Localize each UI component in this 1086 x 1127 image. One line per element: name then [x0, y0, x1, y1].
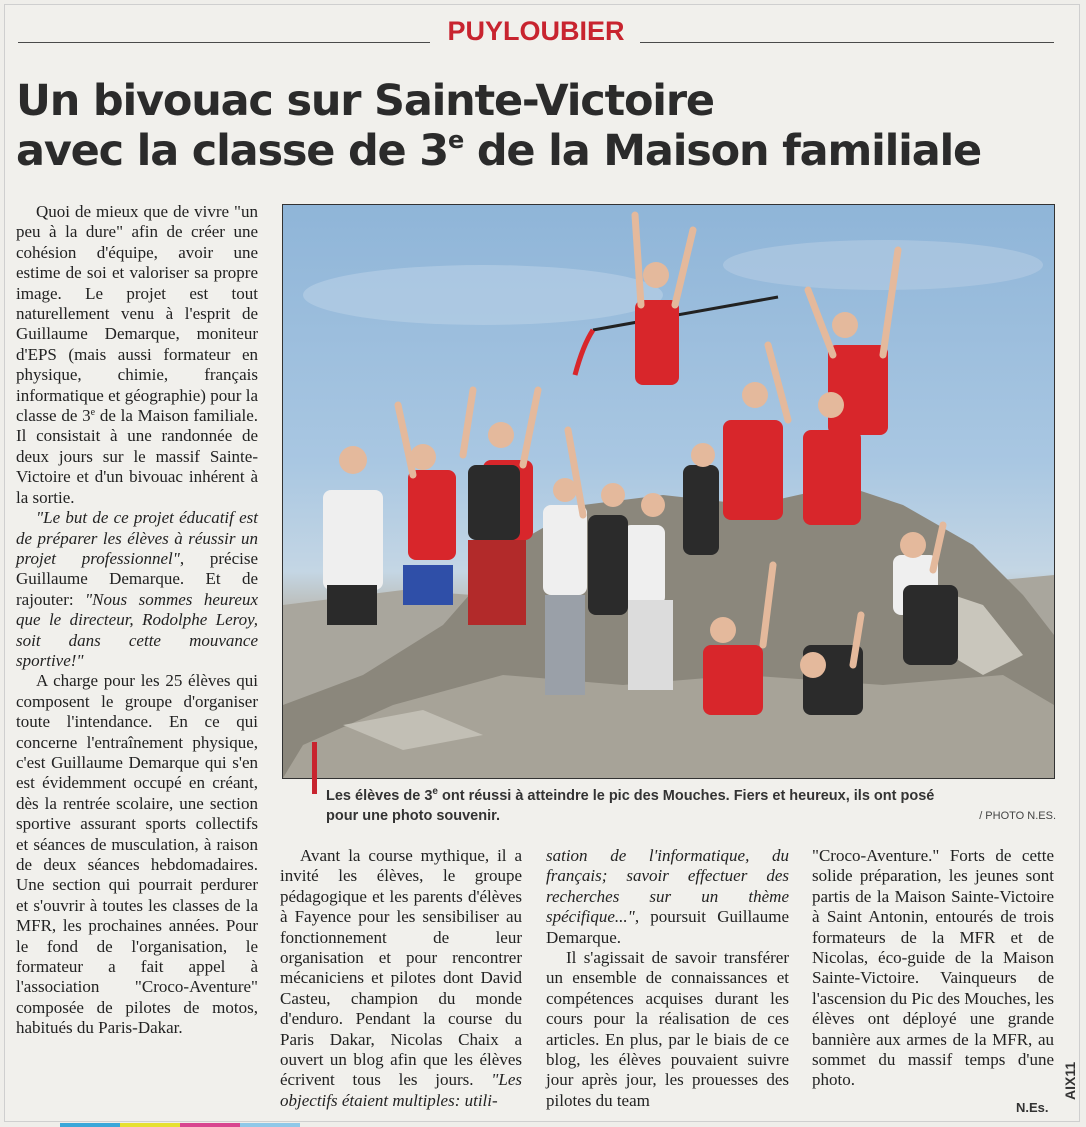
paragraph: Avant la course mythique, il a invité les élèves, le groupe pédagogique et les parents d'élèves à Fayence pour les sensibiliser au fonctionnement de leur organisation et pour rencontrer mécaniciens et pilotes dont David Casteu, champion du monde d'enduro. Pendant la course du Paris Dakar, Nicolas Chaix a ouvert un blog afin que les élèves écrivent tous les jours. "Les objectifs étaient multiples: utili- [280, 846, 522, 1110]
paragraph: sation de l'informatique, du français; savoir effectuer des recherches sur un thème spécifique...", poursuit Guillaume Demarque. [546, 846, 789, 947]
print-color-bar [0, 1123, 1086, 1127]
paragraph: Il s'agissait de savoir transférer un ensemble de connaissances et compétences acquises durant les cours pour la réalisation de ces articles. En plus, par le biais de ce blog, les élèves pouvaient suivre jour après jour, les prouesses des pilotes du team [546, 948, 789, 1110]
paragraph: "Le but de ce projet éducatif est de préparer les élèves à réussir un projet professionnel", précise Guillaume Demarque. Et de rajouter: "Nous sommes heureux que le directeur, Rodolphe Leroy, soit dans cette mouvance sportive!" [16, 508, 259, 670]
headline-line-1: Un bivouac sur Sainte-Victoire [16, 76, 714, 126]
article-column-2 [280, 846, 522, 1111]
section-kicker: PUYLOUBIER [447, 16, 625, 46]
paragraph: Quoi de mieux que de vivre "un peu à la dure" afin de créer une cohésion d'équipe, avoir une estime de soi et valoriser sa propre image. Le projet est tout naturellement venu à l'esprit de Guillaume Demarque, moniteur d'EPS (mais aussi formateur en physique, chimie, français informatique et géographie) pour la classe de 3e de la Maison familiale. Il consistait à une randonnée de deux jours sur le massif Sainte-Victoire et d'un bivouac inhérent à la sortie. [16, 202, 259, 507]
photo-credit: / PHOTO N.ES. [979, 810, 1056, 822]
headline [16, 76, 1066, 176]
author-signature: N.Es. [1016, 1100, 1049, 1115]
paragraph: A charge pour les 25 élèves qui composent le groupe d'organiser toute l'intendance. En ce qui concerne l'entraînement physique, c'est Guillaume Demarque qui s'en est évidemment occupé en créant, dès la rentrée scolaire, une section sportive assurant sports collectifs et séances de musculation, à raison de deux séances hebdomadaires. Une section qui pourrait perdurer et s'ouvrir à toutes les classes de la MFR, les prochaines années. Pour le fond de l'organisation, le formateur a fait appel à l'association "Croco-Aventure" composée de pilotes de motos, habitués du Paris-Dakar. [16, 671, 258, 1038]
caption-marker [312, 742, 317, 794]
article-column-3 [546, 846, 789, 1111]
group-photo [282, 204, 1055, 779]
section-rule-right [640, 42, 1054, 43]
photo-caption: Les élèves de 3e ont réussi à atteindre le pic des Mouches. Fiers et heureux, ils ont posé pour une photo souvenir. [326, 786, 935, 824]
page-reference: AIX11 [1062, 1061, 1078, 1100]
headline-line-2: avec la classe de 3e de la Maison familiale [16, 126, 982, 176]
article-column-1 [16, 202, 258, 1039]
paragraph: "Croco-Aventure." Forts de cette solide préparation, les jeunes sont partis de la Maison Sainte-Victoire à Saint Antonin, entourés de trois formateurs de la MFR et de Nicolas, éco-guide de la Maison Sainte-Victoire. Vainqueurs de l'ascension du Pic des Mouches, les élèves ont déployé une grande bannière aux armes de la MFR, au sommet du massif temps d'une photo. [812, 846, 1054, 1090]
summit-photo-illustration [283, 205, 1054, 778]
article-column-4 [812, 846, 1054, 1091]
section-rule-left [18, 42, 430, 43]
